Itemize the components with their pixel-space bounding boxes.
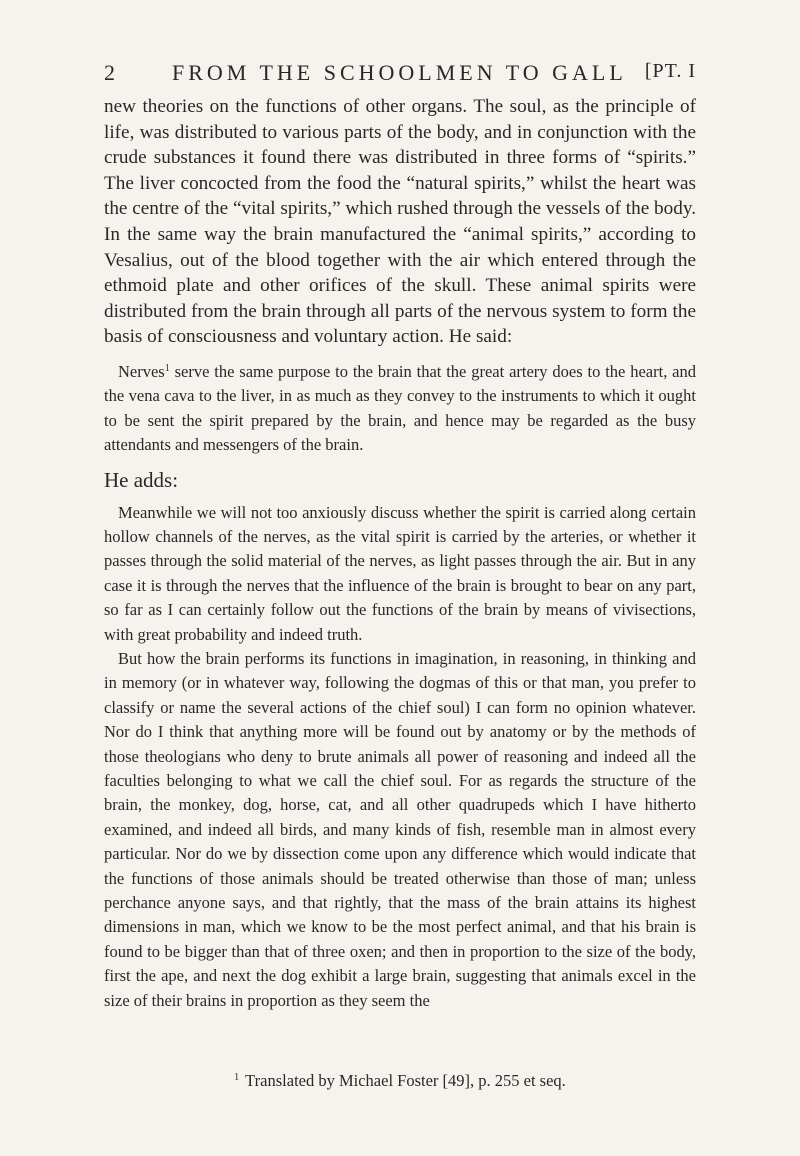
quote-paragraph: Meanwhile we will not too anxiously discuss whether the spirit is carried along certain hollow channels of the nerves, as the vital spirit is carried by the arteries, or whether it passes through the solid material of the nerves, as light passes through the air. But in any case it is through the nerves that the influence of the brain is brought to bear on any part, so far as I can certainly follow out the functions of the brain by means of vivisections, with great probability and indeed truth. <box>104 502 696 644</box>
footnote <box>104 1070 696 1092</box>
footnote-ref[interactable]: 1 <box>164 362 170 374</box>
block-quote-1 <box>104 360 696 458</box>
quote-start: Nerves <box>118 361 165 381</box>
main-text <box>104 94 696 350</box>
page-number: 2 <box>104 60 116 85</box>
he-adds-line: He adds: <box>104 467 179 492</box>
block-quote-2 <box>104 501 696 1014</box>
body-paragraph: new theories on the functions of other organs. The soul, as the principle of life, was distributed to various parts of the body, and in conjunction with the crude substances it found there was distributed in three forms of “spirits.” The liver concocted from the food the “natural spirits,” whilst the heart was the centre of the “vital spirits,” which rushed through the vessels of the body. In the same way the brain manufactured the “animal spirits,” according to Vesalius, out of the blood together with the air which entered through the ethmoid plate and other orifices of the skull. These animal spirits were distributed from the brain through all parts of the nervous system to form the basis of consciousness and voluntary action. He said: <box>104 96 696 348</box>
footnote-text: Translated by Michael Foster [49], p. 255 et seq. <box>245 1071 566 1090</box>
footnote-marker: 1 <box>234 1072 240 1083</box>
quote-paragraph <box>104 360 696 458</box>
quote-paragraph: But how the brain performs its functions in imagination, in reasoning, in thinking and in memory (or in whatever way, following the dogmas of this or that man, you prefer to classify or name the several actions of the chief soul) I can form no opinion whatever. Nor do I think that anything more will be found out by anatomy or by the methods of those theologians who deny to brute animals all power of reasoning and indeed all the faculties belonging to what we call the chief soul. For as regards the structure of the brain, the monkey, dog, horse, cat, and all other quadrupeds which I have hitherto examined, and indeed all birds, and many kinds of fish, resemble man in almost every particular. Nor do we by dissection come upon any difference which would indicate that the functions of those animals should be treated otherwise than those of man; unless perchance anyone says, and that rightly, that the mass of the brain attains its highest dimensions in man, which we know to be the most perfect animal, and that his brain is found to be bigger than that of three oxen; and then in proportion to the size of the body, first the ape, and next the dog exhibit a large brain, suggesting that animals excel in the size of their brains in proportion as they seem the <box>104 649 696 1010</box>
running-head <box>104 60 696 94</box>
quote-rest: serve the same purpose to the brain that the great artery does to the heart, and the vena cava to the liver, in as much as they convey to the instruments to which it ought to be sent the spirit prepared by the brain, and hence may be regarded as the busy attendants and messengers of the brain. <box>104 361 696 455</box>
part-label: [PT. I <box>644 60 696 82</box>
running-title: FROM THE SCHOOLMEN TO GALL <box>172 60 627 85</box>
